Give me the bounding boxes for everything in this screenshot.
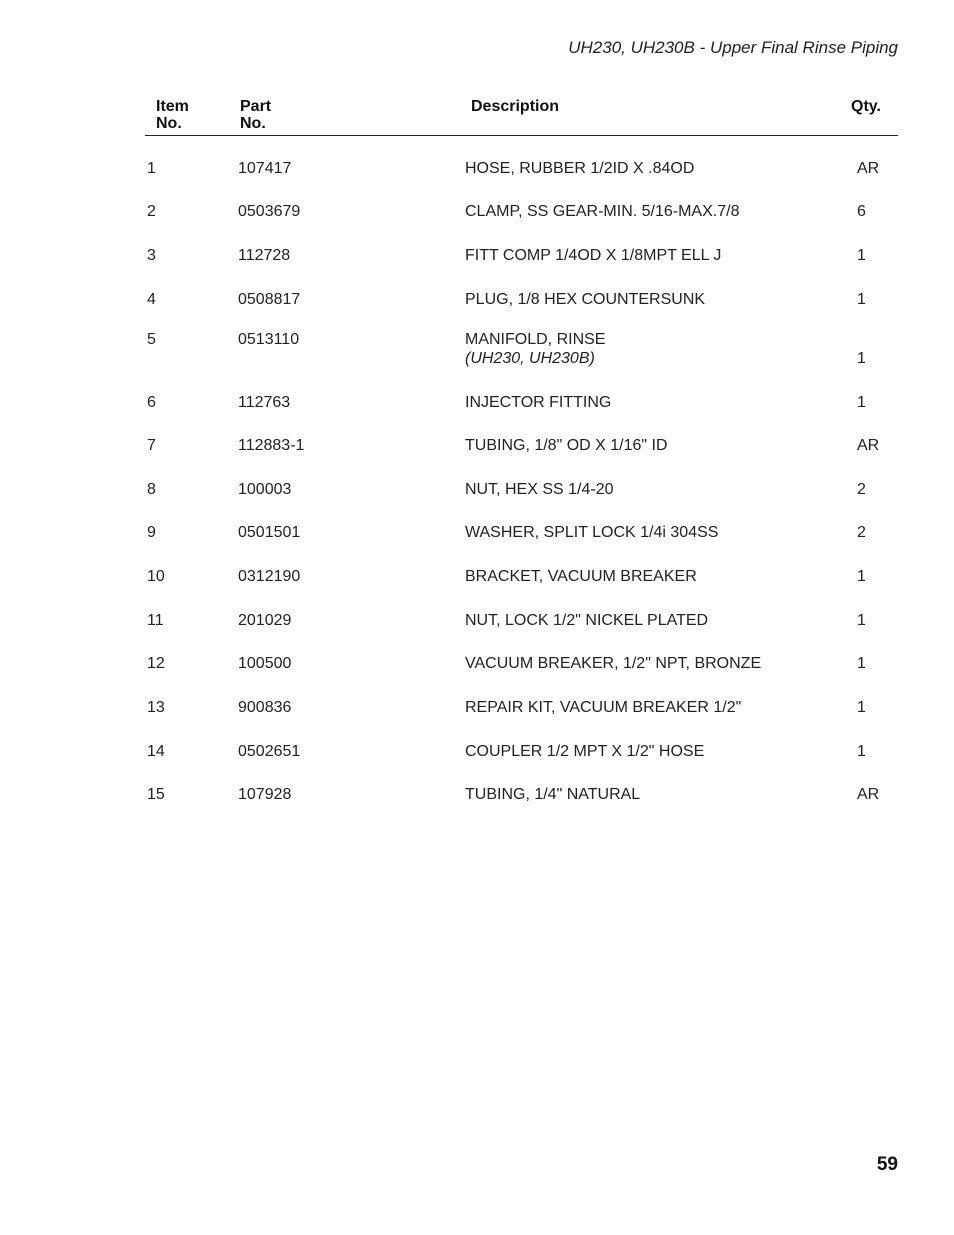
item-number: 2 — [147, 203, 156, 220]
item-number: 14 — [147, 743, 165, 760]
description: PLUG, 1/8 HEX COUNTERSUNK — [465, 291, 706, 308]
column-header-part-line1: Part — [240, 98, 272, 115]
item-number: 11 — [147, 612, 164, 629]
quantity: 1 — [857, 291, 866, 308]
description: HOSE, RUBBER 1/2ID X .84OD — [465, 160, 695, 177]
part-number: 107928 — [238, 786, 292, 803]
column-header-item-line2: No. — [156, 115, 182, 132]
page-number: 59 — [876, 1154, 898, 1175]
part-number: 0513110 — [238, 331, 300, 348]
quantity: 1 — [857, 394, 866, 411]
description: TUBING, 1/4" NATURAL — [465, 786, 641, 803]
description: FITT COMP 1/4OD X 1/8MPT ELL J — [465, 247, 722, 264]
item-number: 1 — [147, 160, 156, 177]
description: NUT, HEX SS 1/4-20 — [465, 481, 614, 498]
part-number: 112728 — [238, 247, 291, 264]
description: CLAMP, SS GEAR-MIN. 5/16-MAX.7/8 — [465, 203, 740, 220]
description: REPAIR KIT, VACUUM BREAKER 1/2" — [465, 699, 742, 716]
part-number: 100003 — [238, 481, 292, 498]
part-number: 100500 — [238, 655, 292, 672]
description-model-note: (UH230, UH230B) — [465, 350, 595, 367]
part-number: 112763 — [238, 394, 291, 411]
column-header-item-line1: Item — [156, 98, 189, 115]
description: BRACKET, VACUUM BREAKER — [465, 568, 697, 585]
item-number: 10 — [147, 568, 165, 585]
description — [465, 330, 605, 368]
item-number: 15 — [147, 786, 165, 803]
quantity: AR — [857, 437, 880, 454]
item-number: 3 — [147, 247, 156, 264]
quantity: 1 — [857, 655, 866, 672]
quantity: 1 — [857, 743, 866, 760]
item-number: 8 — [147, 481, 156, 498]
item-number: 5 — [147, 331, 156, 348]
quantity: 1 — [857, 699, 866, 716]
quantity: AR — [857, 160, 880, 177]
column-header-qty: Qty. — [851, 98, 881, 115]
column-header-part-line2: No. — [240, 115, 266, 132]
quantity: AR — [857, 786, 880, 803]
description-main: MANIFOLD, RINSE — [465, 331, 606, 348]
column-header-item — [156, 98, 189, 132]
quantity: 1 — [857, 568, 866, 585]
item-number: 4 — [147, 291, 156, 308]
part-number: 0503679 — [238, 203, 301, 220]
column-header-description: Description — [471, 98, 560, 115]
description: WASHER, SPLIT LOCK 1/4i 304SS — [465, 524, 719, 541]
description: COUPLER 1/2 MPT X 1/2" HOSE — [465, 743, 705, 760]
part-number: 0502651 — [238, 743, 301, 760]
item-number: 13 — [147, 699, 165, 716]
quantity: 6 — [857, 203, 866, 220]
part-number: 0501501 — [238, 524, 301, 541]
description: INJECTOR FITTING — [465, 394, 612, 411]
part-number: 201029 — [238, 612, 292, 629]
quantity: 2 — [857, 481, 866, 498]
page-header-title: UH230, UH230B - Upper Final Rinse Piping — [568, 38, 898, 57]
description: TUBING, 1/8" OD X 1/16" ID — [465, 437, 668, 454]
part-number: 112883-1 — [238, 437, 305, 454]
part-number: 0312190 — [238, 568, 301, 585]
quantity: 1 — [857, 350, 866, 367]
column-header-part — [240, 98, 271, 132]
quantity: 2 — [857, 524, 866, 541]
header-divider — [145, 135, 898, 136]
part-number: 107417 — [238, 160, 292, 177]
description: NUT, LOCK 1/2" NICKEL PLATED — [465, 612, 709, 629]
quantity: 1 — [857, 612, 866, 629]
quantity: 1 — [857, 247, 866, 264]
description: VACUUM BREAKER, 1/2" NPT, BRONZE — [465, 655, 762, 672]
item-number: 6 — [147, 394, 156, 411]
part-number: 0508817 — [238, 291, 301, 308]
item-number: 12 — [147, 655, 165, 672]
part-number: 900836 — [238, 699, 292, 716]
item-number: 7 — [147, 437, 156, 454]
item-number: 9 — [147, 524, 156, 541]
